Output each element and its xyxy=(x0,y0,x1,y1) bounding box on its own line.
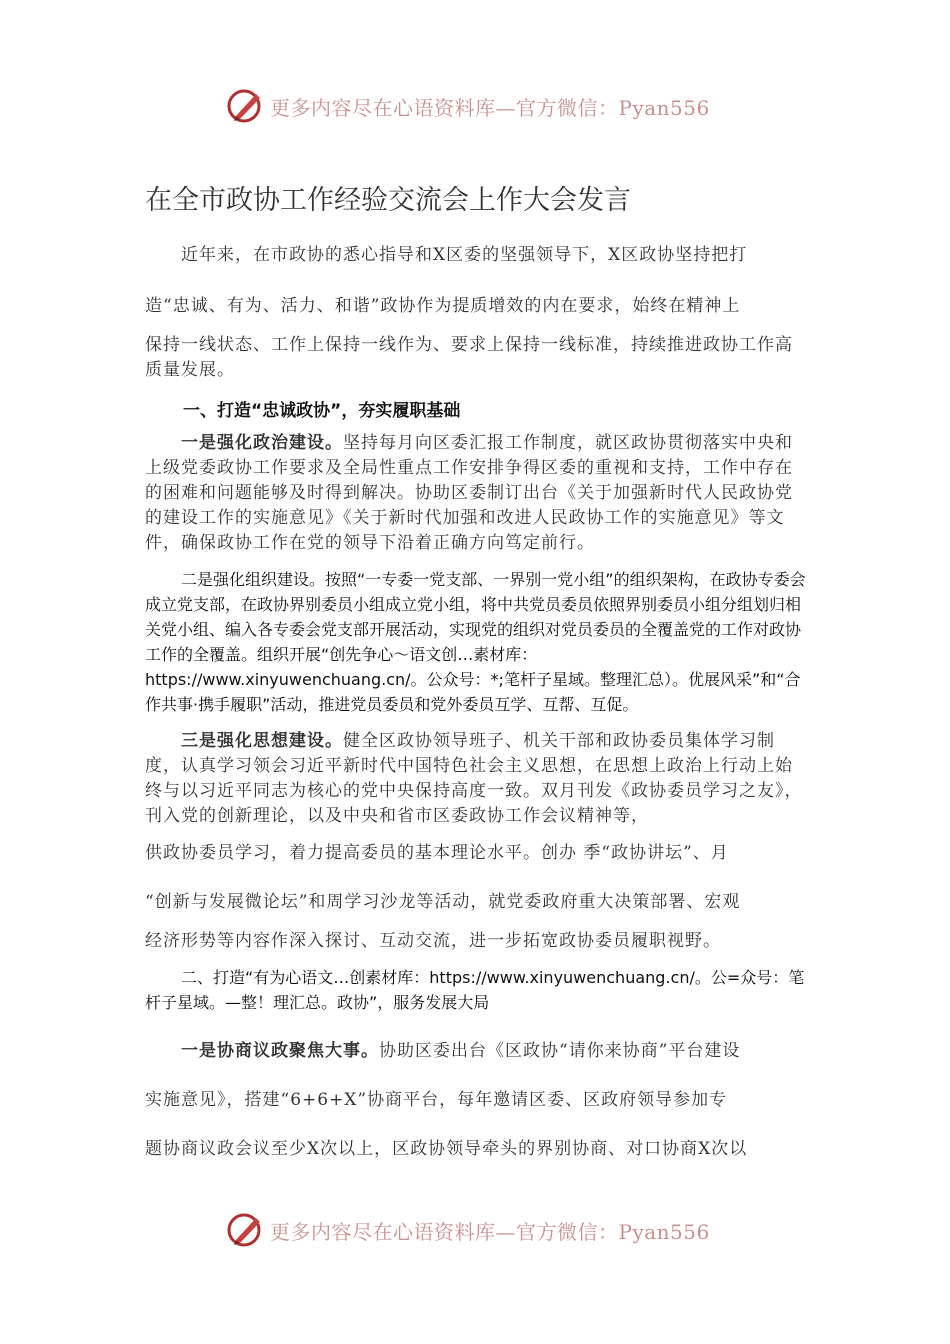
section1-p3-line-4: 经济形势等内容作深入探讨、互动交流，进一步拓宽政协委员履职视野。 xyxy=(145,931,721,951)
header-banner xyxy=(226,84,746,128)
section1-p3-line-2: 供政协委员学习，着力提高委员的基本理论水平。创办 季“政协讲坛”、月 xyxy=(145,843,729,863)
intro-line-2: 造“忠诚、有为、活力、和谐”政协作为提质增效的内在要求，始终在精神上 xyxy=(145,296,741,316)
section2-p1-line-3: 题协商议政会议至少X次以上，区政协领导牵头的界别协商、对口协商X次以 xyxy=(145,1139,748,1159)
banner-text: 更多内容尽在心语资料库—官方微信：Pyan556 xyxy=(270,95,710,120)
banner-text: 更多内容尽在心语资料库—官方微信：Pyan556 xyxy=(270,1219,710,1244)
page-title: 在全市政协工作经验交流会上作大会发言 xyxy=(145,185,631,216)
section2-p1-line-2: 实施意见》，搭建“6+6+X”协商平台，每年邀请区委、区政府领导参加专 xyxy=(145,1090,728,1110)
section1-paragraph-2: 二是强化组织建设。按照“一专委一党支部、一界别一党小组”的组织架构，在政协专委会成立党支部，在政协界别委员小组成立党小组，将中共党员委员依照界别委员小组分组划归相关党小组、编入各专委会党支部开展活动，实现党的组织对党员委员的全覆盖党的工作对政协工作的全覆盖。组织开展“创先争心～语文创…素材库：https://www.xinyuwenchuang.cn/。公众号：*;笔杆子星域。整理汇总）。优展风采”和“合作共事·携手履职”活动，推进党员委员和党外委员互学、互帮、互促。 xyxy=(145,570,806,714)
intro-line-3: 保持一线状态、工作上保持一线作为、要求上保持一线标准，持续推进政协工作高质量发展。 xyxy=(145,335,793,380)
section1-heading: 一、打造“忠诚政协”，夯实履职基础 xyxy=(183,401,461,421)
section1-paragraph-3: 三是强化思想建设。健全区政协领导班子、机关干部和政协委员集体学习制度，认真学习领会习近平新时代中国特色社会主义思想，在思想上政治上行动上始终与以习近平同志为核心的党中央保持高度一致。双月刊发《政协委员学习之友》，刊入党的创新理论，以及中央和省市区委政协工作会议精神等， xyxy=(145,731,803,826)
section2-heading: 二、打造“有为心语文…创素材库：https://www.xinyuwenchuang.cn/。公=众号：笔杆子星域。—整！理汇总。政协”，服务发展大局 xyxy=(145,968,805,1012)
footer-banner xyxy=(226,1208,746,1252)
paragraph-lead: 三是强化思想建设。 xyxy=(181,731,343,751)
section1-p3-line-3: “创新与发展微论坛”和周学习沙龙等活动，就党委政府重大决策部署、宏观 xyxy=(145,892,741,912)
pen-logo-icon xyxy=(226,86,266,126)
paragraph-lead: 一是强化政治建设。 xyxy=(181,433,343,453)
wechat-id: 官方微信：Pyan556 xyxy=(516,1219,710,1244)
wechat-id: 官方微信：Pyan556 xyxy=(516,95,710,120)
section2-paragraph-1: 一是协商议政聚焦大事。协助区委出台《区政协“请你来协商”平台建设 xyxy=(181,1041,741,1061)
paragraph-lead: 一是协商议政聚焦大事。 xyxy=(181,1041,379,1061)
intro-line-1: 近年来，在市政协的悉心指导和X区委的坚强领导下，X区政协坚持把打 xyxy=(181,245,748,265)
pen-logo-icon xyxy=(226,1210,266,1250)
section1-paragraph-1: 一是强化政治建设。坚持每月向区委汇报工作制度，就区政协贯彻落实中央和上级党委政协工作要求及全局性重点工作安排争得区委的重视和支持，工作中存在的困难和问题能够及时得到解决。协助区委制订出台《关于加强新时代人民政协党的建设工作的实施意见》《关于新时代加强和改进人民政协工作的实施意见》等文件，确保政协工作在党的领导下沿着正确方向笃定前行。 xyxy=(145,433,793,553)
